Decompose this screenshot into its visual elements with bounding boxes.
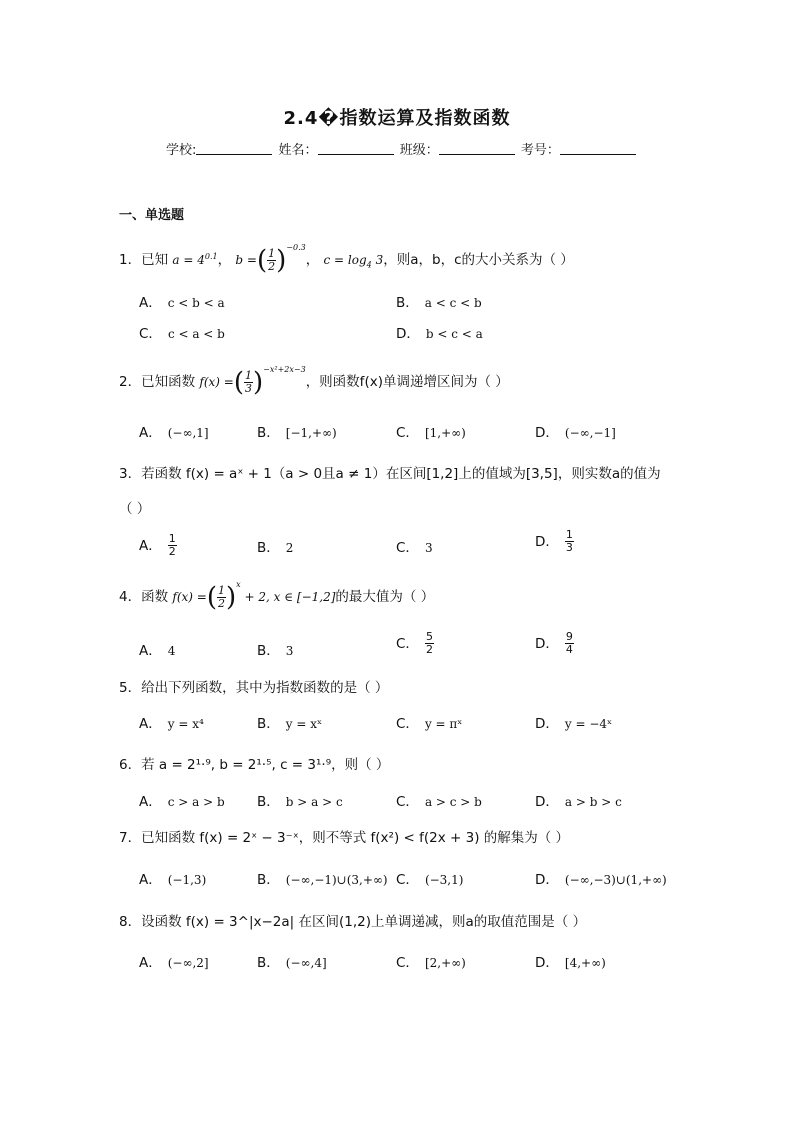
- option-c[interactable]: C． $\frac{5}{2}$: [396, 630, 433, 656]
- math-f: f(x) =( $\frac{1}{2}$ )$^x$ + 2, x ∈ [−1,2]: [172, 580, 336, 613]
- question-7: 7．已知函数 f(x) = 2ˣ − 3⁻ˣ，则不等式 f(x²) < f(2x + 3) 的解集为（ ）: [119, 830, 570, 846]
- question-text-tail: ，则a，b，c的大小关系为（ ）: [383, 252, 574, 268]
- section-title: 一、单选题: [119, 208, 185, 223]
- name-blank[interactable]: [318, 142, 394, 155]
- option-b[interactable]: B． 2: [257, 540, 294, 556]
- exam-no-blank[interactable]: [560, 142, 636, 155]
- option-d[interactable]: D． [4,+∞): [535, 955, 606, 971]
- option-b[interactable]: B． (−∞,−1)∪(3,+∞): [257, 872, 388, 888]
- student-info-line: [166, 139, 638, 158]
- question-6: 6．若 a = 2¹·⁹, b = 2¹·⁵, c = 3¹·⁹，则（ ）: [119, 757, 390, 773]
- option-a[interactable]: A． (−∞,1]: [139, 425, 209, 441]
- option-d[interactable]: D． a > b > c: [535, 794, 622, 810]
- option-b[interactable]: B． [−1,+∞): [257, 425, 337, 441]
- question-number: 1．: [119, 252, 142, 268]
- class-blank[interactable]: [439, 142, 515, 155]
- option-c[interactable]: C． [2,+∞): [396, 955, 466, 971]
- option-c[interactable]: C． [1,+∞): [396, 425, 466, 441]
- question-text: 已知: [141, 252, 169, 268]
- option-a[interactable]: A． y = x⁴: [139, 716, 204, 732]
- math-b: b =( $\frac{1}{2}$ )$^{-0.3}$: [235, 243, 306, 276]
- exam-no-label: 考号：: [520, 143, 560, 158]
- option-c[interactable]: C． 3: [396, 540, 433, 556]
- math-c: $c = \log_4 3$: [323, 253, 384, 270]
- question-3-line2: （ ）: [119, 501, 151, 517]
- option-a[interactable]: A． 4: [139, 643, 176, 659]
- option-a[interactable]: A． c > a > b: [139, 794, 225, 810]
- math-a: $a = 4^{0.1}$: [172, 252, 218, 267]
- option-d[interactable]: D． $\frac{9}{4}$: [535, 630, 573, 656]
- option-a[interactable]: A． (−1,3): [139, 872, 207, 888]
- school-label: 学校:: [166, 143, 197, 158]
- option-b[interactable]: B． 3: [257, 643, 294, 659]
- option-a[interactable]: A． c < b < a: [139, 295, 225, 311]
- option-a[interactable]: A． (−∞,2]: [139, 955, 209, 971]
- question-1: 1．已知 $a = 4^{0.1}$， b =( $\frac{1}{2}$ )$^{-0.3}$， $c = \log_4 3$，则a，b，c的大小关系为（ ）: [119, 243, 574, 276]
- option-c[interactable]: C． (−3,1): [396, 872, 464, 888]
- option-b[interactable]: B． b > a > c: [257, 794, 343, 810]
- school-blank[interactable]: [196, 142, 272, 155]
- option-b[interactable]: B． y = xˣ: [257, 716, 323, 732]
- option-c[interactable]: C． a > c > b: [396, 794, 482, 810]
- option-d[interactable]: D． b < c < a: [396, 326, 483, 342]
- option-d[interactable]: D． (−∞,−3)∪(1,+∞): [535, 872, 667, 888]
- option-d[interactable]: D． (−∞,−1]: [535, 425, 616, 441]
- option-a[interactable]: A． $\frac{1}{2}$: [139, 532, 176, 558]
- option-b[interactable]: B． a < c < b: [396, 295, 482, 311]
- option-c[interactable]: C． c < a < b: [139, 326, 225, 342]
- class-label: 班级：: [399, 143, 439, 158]
- option-d[interactable]: D． y = −4ˣ: [535, 716, 613, 732]
- option-c[interactable]: C． y = πˣ: [396, 716, 463, 732]
- question-3: 3．若函数 f(x) = aˣ + 1（a > 0且a ≠ 1）在区间[1,2]上的值域为[3,5]，则实数a的值为: [119, 466, 661, 482]
- question-8: 8．设函数 f(x) = 3^|x−2a| 在区间(1,2)上单调递减，则a的取值范围是（ ）: [119, 914, 587, 930]
- question-2: 2．已知函数 f(x) =( $\frac{1}{3}$ )$^{-x^2+2x-3}$，则函数f(x)单调递增区间为（ ）: [119, 365, 509, 398]
- option-b[interactable]: B． (−∞,4]: [257, 955, 327, 971]
- question-4: 4．函数 f(x) =( $\frac{1}{2}$ )$^x$ + 2, x ∈ [−1,2]的最大值为（ ）: [119, 580, 435, 613]
- option-d[interactable]: D． $\frac{1}{3}$: [535, 528, 573, 554]
- name-label: 姓名：: [278, 143, 318, 158]
- math-f: f(x) =( $\frac{1}{3}$ )$^{-x^2+2x-3}$: [199, 365, 306, 398]
- page-title: 2.4�指数运算及指数函数: [283, 108, 511, 129]
- question-5: 5．给出下列函数，其中为指数函数的是（ ）: [119, 680, 389, 696]
